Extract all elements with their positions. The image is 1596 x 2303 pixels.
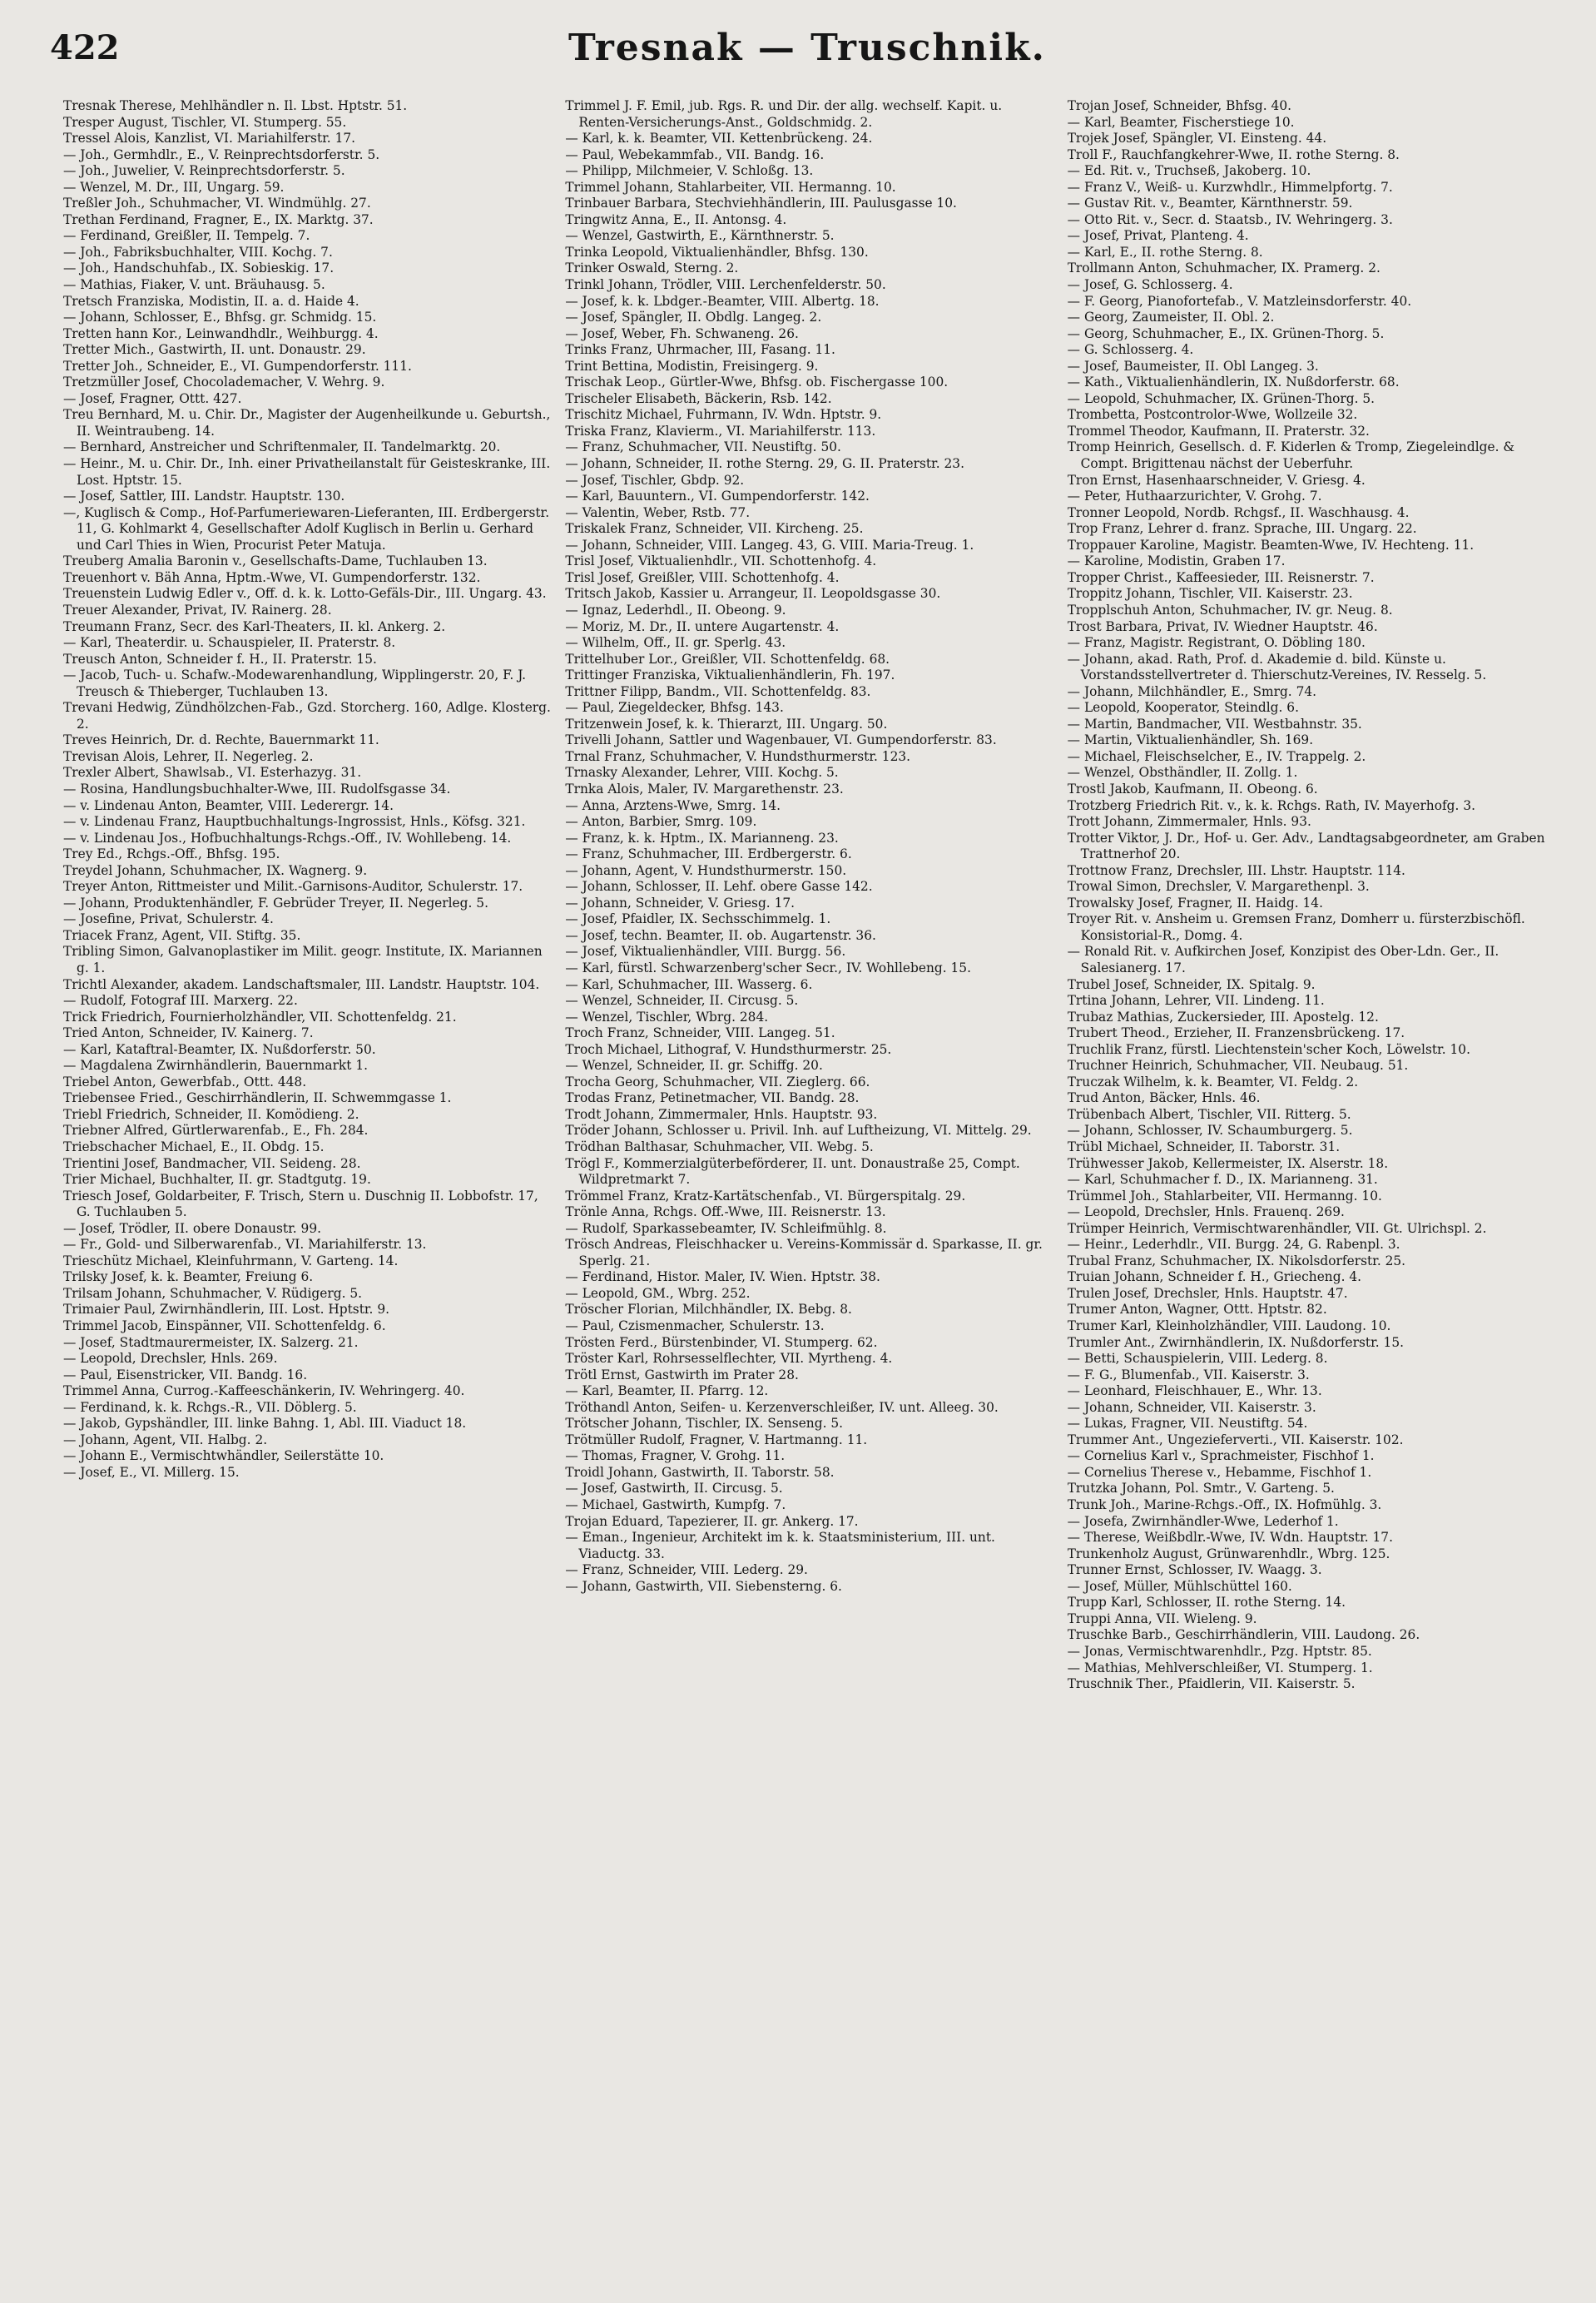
directory-entry: Tretten hann Kor., Leinwandhdlr., Weihburgg. 4. <box>63 325 379 341</box>
directory-entry: — Bernhard, Anstreicher und Schriftenmaler, II. Tandelmarktg. 20. <box>63 439 501 455</box>
directory-entry: — Wenzel, Schneider, II. gr. Schiffg. 20. <box>565 1058 823 1074</box>
directory-entry: Tretzmüller Josef, Chocolademacher, V. Wehrg. 9. <box>63 375 385 390</box>
directory-entry: — Thomas, Fragner, V. Grohg. 11. <box>565 1448 786 1464</box>
directory-entry: Trocha Georg, Schuhmacher, VII. Zieglerg. 66. <box>565 1074 870 1089</box>
directory-entry: Triebel Anton, Gewerbfab., Ottt. 448. <box>63 1074 307 1089</box>
directory-entry: — Ferdinand, Greißler, II. Tempelg. 7. <box>63 228 310 244</box>
directory-entry: — Paul, Eisenstricker, VII. Bandg. 16. <box>63 1367 308 1382</box>
directory-entry: — Johann, Schlosser, E., Bhfsg. gr. Schmidg. 15. <box>63 310 377 325</box>
directory-entry: Trögl F., Kommerzialgüterbeförderer, II. unt. Donaustraße 25, Compt. Wildpretmarkt 7. <box>565 1155 1020 1188</box>
directory-entry: Treuberg Amalia Baronin v., Gesellschafts-Dame, Tuchlauben 13. <box>63 553 488 569</box>
running-head: Tresnak — Truschnik. <box>568 27 1046 69</box>
directory-entry: — Paul, Webekammfab., VII. Bandg. 16. <box>565 146 825 162</box>
directory-entry: — Michael, Gastwirth, Kumpfg. 7. <box>565 1497 786 1513</box>
directory-entry: Trümper Heinrich, Vermischtwarenhändler, VII. Gt. Ulrichspl. 2. <box>1067 1220 1487 1236</box>
directory-entry: Trinka Leopold, Viktualienhändler, Bhfsg. 130. <box>565 244 869 260</box>
directory-entry: — Ed. Rit. v., Truchseß, Jakoberg. 10. <box>1067 163 1311 179</box>
directory-entry: Trübenbach Albert, Tischler, VII. Ritterg. 5. <box>1067 1106 1351 1122</box>
directory-entry: Trotter Viktor, J. Dr., Hof- u. Ger. Adv., Landtagsabgeordneter, am Graben Trattnerhof 20. <box>1067 830 1545 862</box>
directory-entry: Treydel Johann, Schuhmacher, IX. Wagnerg. 9. <box>63 862 368 878</box>
directory-entry: — Karl, Kataftral-Beamter, IX. Nußdorferstr. 50. <box>63 1041 376 1057</box>
directory-entry: Trödhan Balthasar, Schuhmacher, VII. Webg. 5. <box>565 1139 874 1154</box>
directory-entry: Troch Michael, Lithograf, V. Hundsthurmerstr. 25. <box>565 1041 892 1057</box>
directory-entry: Truian Johann, Schneider f. H., Griecheng. 4. <box>1067 1269 1362 1285</box>
directory-entry: — Johann, Agent, VII. Halbg. 2. <box>63 1432 268 1447</box>
directory-entry: Tromp Heinrich, Gesellsch. d. F. Kiderlen & Tromp, Ziegeleindlge. & Compt. Brigittenau nächst der Ueberfuhr. <box>1067 439 1515 472</box>
page-number: 422 <box>50 28 120 67</box>
directory-entry: Trodt Johann, Zimmermaler, Hnls. Hauptstr. 93. <box>565 1106 878 1122</box>
directory-entry: — Franz, Schuhmacher, VII. Neustiftg. 50. <box>565 439 841 455</box>
directory-entry: — Philipp, Milchmeier, V. Schloßg. 13. <box>565 163 814 179</box>
directory-entry: — Johann, Schneider, VII. Kaiserstr. 3. <box>1067 1399 1316 1415</box>
directory-entry: — Karl, Beamter, II. Pfarrg. 12. <box>565 1383 769 1399</box>
directory-entry: — Kath., Viktualienhändlerin, IX. Nußdorferstr. 68. <box>1067 375 1400 390</box>
directory-entry: Trojan Josef, Schneider, Bhfsg. 40. <box>1067 98 1292 113</box>
directory-entry: — Cornelius Karl v., Sprachmeister, Fischhof 1. <box>1067 1448 1375 1464</box>
directory-entry: — Fr., Gold- und Silberwarenfab., VI. Mariahilferstr. 13. <box>63 1237 427 1253</box>
directory-entry: — Josef, techn. Beamter, II. ob. Augartenstr. 36. <box>565 927 876 943</box>
directory-entry: — Josef, Tischler, Gbdp. 92. <box>565 472 745 488</box>
directory-entry: Treyer Anton, Rittmeister und Milit.-Garnisons-Auditor, Schulerstr. 17. <box>63 879 523 895</box>
directory-entry: Treves Heinrich, Dr. d. Rechte, Bauernmarkt 11. <box>63 732 379 748</box>
directory-entry: Trunkenholz August, Grünwarenhdlr., Wbrg. 125. <box>1067 1546 1390 1561</box>
directory-entry: Trösch Andreas, Fleischhacker u. Vereins-Kommissär d. Sparkasse, II. gr. Sperlg. 21. <box>565 1237 1043 1268</box>
directory-entry: — Josef, k. k. Lbdger.-Beamter, VIII. Albertg. 18. <box>565 293 880 309</box>
directory-entry: Triacek Franz, Agent, VII. Stiftg. 35. <box>63 927 301 943</box>
directory-entry: Truppi Anna, VII. Wieleng. 9. <box>1067 1611 1257 1626</box>
column-3 <box>1068 98 1558 2279</box>
directory-entry: — Cornelius Therese v., Hebamme, Fischhof 1. <box>1067 1464 1372 1480</box>
directory-entry: Troppitz Johann, Tischler, VII. Kaiserstr. 23. <box>1067 586 1353 602</box>
directory-entry: Trtina Johann, Lehrer, VII. Lindeng. 11. <box>1067 993 1325 1009</box>
directory-entry: Tröder Johann, Schlosser u. Privil. Inh. auf Luftheizung, VI. Mittelg. 29. <box>565 1123 1032 1139</box>
directory-entry: Treuenstein Ludwig Edler v., Off. d. k. k. Lotto-Gefäls-Dir., III. Ungarg. 43. <box>63 586 547 602</box>
directory-entry: Trud Anton, Bäcker, Hnls. 46. <box>1067 1090 1261 1106</box>
directory-entry: Tronner Leopold, Nordb. Rchgsf., II. Waschhausg. 4. <box>1067 504 1410 520</box>
directory-entry: — Johann, Milchhändler, E., Smrg. 74. <box>1067 683 1317 699</box>
directory-entry: Trnal Franz, Schuhmacher, V. Hundsthurmerstr. 123. <box>565 748 911 764</box>
directory-entry: — Wenzel, Schneider, II. Circusg. 5. <box>565 993 799 1009</box>
directory-entry: Troyer Rit. v. Ansheim u. Gremsen Franz, Domherr u. fürsterzbischöfl. Konsistorial-R., Domg. 4. <box>1067 911 1525 943</box>
directory-entry: — Josef, Spängler, II. Obdlg. Langeg. 2. <box>565 310 822 325</box>
directory-entry: — Franz, Schneider, VIII. Lederg. 29. <box>565 1562 808 1578</box>
directory-entry: Tröthandl Anton, Seifen- u. Kerzenverschleißer, IV. unt. Alleeg. 30. <box>565 1399 999 1415</box>
page-header <box>50 23 1564 90</box>
directory-entry: Trötscher Johann, Tischler, IX. Senseng. 5. <box>565 1416 844 1432</box>
directory-entry: Tröster Karl, Rohrsesselflechter, VII. Myrtheng. 4. <box>565 1351 893 1367</box>
directory-entry: Trojan Eduard, Tapezierer, II. gr. Ankerg. 17. <box>565 1513 859 1529</box>
directory-entry: Trubert Theod., Erzieher, II. Franzensbrückeng. 17. <box>1067 1025 1405 1041</box>
directory-entry: Trinbauer Barbara, Stechviehhändlerin, III. Paulusgasse 10. <box>565 196 957 211</box>
directory-entry: Triebensee Fried., Geschirrhändlerin, II. Schwemmgasse 1. <box>63 1090 452 1106</box>
directory-entry: — Leonhard, Fleischhauer, E., Whr. 13. <box>1067 1383 1322 1399</box>
directory-entry: — Josef, Pfaidler, IX. Sechsschimmelg. 1. <box>565 911 831 927</box>
directory-entry: — Josef, Stadtmaurermeister, IX. Salzerg. 21. <box>63 1334 359 1350</box>
directory-entry: — Gustav Rit. v., Beamter, Kärnthnerstr. 59. <box>1067 196 1353 211</box>
directory-entry: — Michael, Fleischselcher, E., IV. Trappelg. 2. <box>1067 748 1366 764</box>
directory-entry: Trimmel Anna, Currog.-Kaffeeschänkerin, IV. Wehringerg. 40. <box>63 1383 465 1399</box>
directory-entry: Trnasky Alexander, Lehrer, VIII. Kochg. 5. <box>565 765 839 781</box>
directory-entry: Trinks Franz, Uhrmacher, III, Fasang. 11. <box>565 342 835 358</box>
directory-entry: Trientini Josef, Bandmacher, VII. Seideng. 28. <box>63 1155 361 1171</box>
directory-entry: Trötmüller Rudolf, Fragner, V. Hartmanng. 11. <box>565 1432 868 1447</box>
directory-entry: Trott Johann, Zimmermaler, Hnls. 93. <box>1067 814 1311 830</box>
directory-entry: Truschnik Ther., Pfaidlerin, VII. Kaiserstr. 5. <box>1067 1676 1356 1692</box>
directory-entry: — Jakob, Gypshändler, III. linke Bahng. 1, Abl. III. Viaduct 18. <box>63 1416 467 1432</box>
directory-entry: — Josef, Privat, Planteng. 4. <box>1067 228 1249 244</box>
directory-entry: Trühwesser Jakob, Kellermeister, IX. Alserstr. 18. <box>1067 1155 1389 1171</box>
directory-entry: — Franz, Schuhmacher, III. Erdbergerstr. 6. <box>565 846 852 862</box>
directory-entry: — Johann, Schneider, II. rothe Sterng. 29, G. II. Praterstr. 23. <box>565 456 964 472</box>
directory-entry: Trittner Filipp, Bandm., VII. Schottenfeldg. 83. <box>565 683 871 699</box>
directory-entry: Trupp Karl, Schlosser, II. rothe Sterng. 14. <box>1067 1595 1346 1611</box>
directory-entry: Trick Friedrich, Fournierholzhändler, VII. Schottenfeldg. 21. <box>63 1009 457 1025</box>
column-2 <box>565 98 1055 2279</box>
directory-entry: Tresnak Therese, Mehlhändler n. Il. Lbst. Hptstr. 51. <box>63 98 408 113</box>
directory-entry: Trowal Simon, Drechsler, V. Margarethenpl. 3. <box>1067 879 1370 895</box>
directory-entry: Troch Franz, Schneider, VIII. Langeg. 51. <box>565 1025 835 1041</box>
directory-entry: Trilsam Johann, Schuhmacher, V. Rüdigerg. 5. <box>63 1285 363 1301</box>
directory-entry: Trint Bettina, Modistin, Freisingerg. 9. <box>565 358 819 374</box>
directory-entry: Trulen Josef, Drechsler, Hnls. Hauptstr. 47. <box>1067 1285 1348 1301</box>
directory-entry: Tron Ernst, Hasenhaarschneider, V. Griesg. 4. <box>1067 472 1366 488</box>
directory-entry: — v. Lindenau Jos., Hofbuchhaltungs-Rchgs.-Off., IV. Wohllebeng. 14. <box>63 830 512 846</box>
directory-entry: Trimmel Johann, Stahlarbeiter, VII. Hermanng. 10. <box>565 179 896 195</box>
directory-entry: Tropper Christ., Kaffeesieder, III. Reisnerstr. 7. <box>1067 569 1375 585</box>
directory-entry: — Josef, Sattler, III. Landstr. Hauptstr. 130. <box>63 489 345 504</box>
directory-entry: — Otto Rit. v., Secr. d. Staatsb., IV. Wehringerg. 3. <box>1067 211 1393 227</box>
directory-entry: Tritzenwein Josef, k. k. Thierarzt, III. Ungarg. 50. <box>565 716 888 732</box>
directory-entry: — Ferdinand, k. k. Rchgs.-R., VII. Döblerg. 5. <box>63 1399 357 1415</box>
directory-entry: — Rudolf, Sparkassebeamter, IV. Schleifmühlg. 8. <box>565 1220 887 1236</box>
directory-entry: Trojek Josef, Spängler, VI. Einsteng. 44. <box>1067 131 1327 146</box>
directory-entry: — Johann, Schlosser, II. Lehf. obere Gasse 142. <box>565 879 873 895</box>
directory-entry: Trottnow Franz, Drechsler, III. Lhstr. Hauptstr. 114. <box>1067 862 1405 878</box>
directory-entry: — Josef, Baumeister, II. Obl Langeg. 3. <box>1067 358 1319 374</box>
directory-entry: Tresper August, Tischler, VI. Stumperg. 55. <box>63 114 347 130</box>
directory-entry: — Joh., Juwelier, V. Reinprechtsdorferstr. 5. <box>63 163 345 179</box>
directory-entry: Trittelhuber Lor., Greißler, VII. Schottenfeldg. 68. <box>565 651 890 667</box>
directory-entry: Trollmann Anton, Schuhmacher, IX. Pramerg. 2. <box>1067 261 1380 276</box>
directory-entry: Trethan Ferdinand, Fragner, E., IX. Marktg. 37. <box>63 211 374 227</box>
directory-entry: — Wenzel, M. Dr., III, Ungarg. 59. <box>63 179 285 195</box>
directory-entry: Tropplschuh Anton, Schuhmacher, IV. gr. Neug. 8. <box>1067 602 1393 618</box>
directory-entry: — Paul, Czismenmacher, Schulerstr. 13. <box>565 1318 825 1334</box>
directory-entry: — Wilhelm, Off., II. gr. Sperlg. 43. <box>565 635 786 651</box>
directory-entry: Troidl Johann, Gastwirth, II. Taborstr. 58. <box>565 1464 835 1480</box>
directory-entry: Triebner Alfred, Gürtlerwarenfab., E., Fh. 284. <box>63 1123 369 1139</box>
directory-entry: Trop Franz, Lehrer d. franz. Sprache, III. Ungarg. 22. <box>1067 521 1417 537</box>
directory-entry: — Franz, Magistr. Registrant, O. Döbling 180. <box>1067 635 1366 651</box>
directory-entry: — Karl, Schuhmacher f. D., IX. Marianneng. 31. <box>1067 1172 1378 1188</box>
directory-columns <box>63 98 1558 2279</box>
directory-entry: — Valentin, Weber, Rstb. 77. <box>565 504 751 520</box>
directory-entry: Trier Michael, Buchhalter, II. gr. Stadtgutg. 19. <box>63 1172 371 1188</box>
directory-entry: — Johann, Schneider, VIII. Langeg. 43, G. VIII. Maria-Treug. 1. <box>565 537 974 553</box>
directory-entry: Trilsky Josef, k. k. Beamter, Freiung 6. <box>63 1269 314 1285</box>
column-1 <box>63 98 553 2279</box>
directory-entry: — Josefa, Zwirnhändler-Wwe, Lederhof 1. <box>1067 1513 1339 1529</box>
directory-entry: — Therese, Weißbdlr.-Wwe, IV. Wdn. Hauptstr. 17. <box>1067 1530 1393 1546</box>
directory-entry: Trisl Josef, Greißler, VIII. Schottenhofg. 4. <box>565 569 840 585</box>
directory-entry: — Johann E., Vermischtwhändler, Seilerstätte 10. <box>63 1448 384 1464</box>
directory-entry: — Jonas, Vermischtwarenhdlr., Pzg. Hptstr. 85. <box>1067 1643 1372 1659</box>
directory-entry: Trnka Alois, Maler, IV. Margarethenstr. 23. <box>565 781 844 797</box>
directory-entry: — Martin, Bandmacher, VII. Westbahnstr. 35. <box>1067 716 1362 732</box>
directory-entry: Troll F., Rauchfangkehrer-Wwe, II. rothe Sterng. 8. <box>1067 146 1400 162</box>
directory-entry: Trostl Jakob, Kaufmann, II. Obeong. 6. <box>1067 781 1318 797</box>
directory-entry: Trösten Ferd., Bürstenbinder, VI. Stumperg. 62. <box>565 1334 878 1350</box>
directory-entry: — Mathias, Mehlverschleißer, VI. Stumperg. 1. <box>1067 1660 1373 1675</box>
directory-entry: — Josef, E., VI. Millerg. 15. <box>63 1464 240 1480</box>
directory-entry: — Heinr., Lederhdlr., VII. Burgg. 24, G. Rabenpl. 3. <box>1067 1237 1400 1253</box>
directory-entry: — Karl, k. k. Beamter, VII. Kettenbrückeng. 24. <box>565 131 873 146</box>
directory-entry: Trey Ed., Rchgs.-Off., Bhfsg. 195. <box>63 846 280 862</box>
directory-entry: — Anna, Arztens-Wwe, Smrg. 14. <box>565 797 781 813</box>
directory-entry: Trimmel Jacob, Einspänner, VII. Schottenfeldg. 6. <box>63 1318 386 1334</box>
directory-entry: Trummer Ant., Ungezieferverti., VII. Kaiserstr. 102. <box>1067 1432 1404 1447</box>
directory-entry: — Ignaz, Lederhdl., II. Obeong. 9. <box>565 602 786 618</box>
directory-entry: Tried Anton, Schneider, IV. Kainerg. 7. <box>63 1025 314 1041</box>
directory-entry: — Karoline, Modistin, Graben 17. <box>1067 553 1286 569</box>
directory-entry: Trümmel Joh., Stahlarbeiter, VII. Hermanng. 10. <box>1067 1188 1382 1204</box>
directory-entry: — Betti, Schauspielerin, VIII. Lederg. 8. <box>1067 1351 1328 1367</box>
directory-entry: Truchner Heinrich, Schuhmacher, VII. Neubaug. 51. <box>1067 1058 1409 1074</box>
directory-entry: — v. Lindenau Anton, Beamter, VIII. Lederergr. 14. <box>63 797 394 813</box>
directory-entry: Trischeler Elisabeth, Bäckerin, Rsb. 142. <box>565 390 832 406</box>
directory-entry: Trodas Franz, Petinetmacher, VII. Bandg. 28. <box>565 1090 860 1106</box>
directory-entry: — F. Georg, Pianofortefab., V. Matzleinsdorferstr. 40. <box>1067 293 1412 309</box>
directory-entry: Truczak Wilhelm, k. k. Beamter, VI. Feldg. 2. <box>1067 1074 1359 1089</box>
directory-entry: Trivelli Johann, Sattler und Wagenbauer, VI. Gumpendorferstr. 83. <box>565 732 997 748</box>
directory-entry: — Georg, Zaumeister, II. Obl. 2. <box>1067 310 1275 325</box>
directory-entry: Trost Barbara, Privat, IV. Wiedner Hauptstr. 46. <box>1067 618 1378 634</box>
directory-entry: — Karl, E., II. rothe Sterng. 8. <box>1067 244 1263 260</box>
directory-entry: — Josef, Fragner, Ottt. 427. <box>63 390 242 406</box>
directory-entry: Trexler Albert, Shawlsab., VI. Esterhazyg. 31. <box>63 765 362 781</box>
directory-entry: Treuenhort v. Bäh Anna, Hptm.-Wwe, VI. Gumpendorferstr. 132. <box>63 569 481 585</box>
directory-entry: Tröscher Florian, Milchhändler, IX. Bebg. 8. <box>565 1302 852 1318</box>
directory-entry: — Rosina, Handlungsbuchhalter-Wwe, III. Rudolfsgasse 34. <box>63 781 451 797</box>
directory-entry: — Franz, k. k. Hptm., IX. Marianneng. 23. <box>565 830 839 846</box>
directory-entry: — Rudolf, Fotograf III. Marxerg. 22. <box>63 993 298 1009</box>
directory-entry: Tressel Alois, Kanzlist, VI. Mariahilferstr. 17. <box>63 131 356 146</box>
directory-entry: — Josefine, Privat, Schulerstr. 4. <box>63 911 274 927</box>
directory-entry: Trischak Leop., Gürtler-Wwe, Bhfsg. ob. Fischergasse 100. <box>565 375 949 390</box>
directory-entry: — Lukas, Fragner, VII. Neustiftg. 54. <box>1067 1416 1308 1432</box>
directory-entry: Trischitz Michael, Fuhrmann, IV. Wdn. Hptstr. 9. <box>565 407 882 423</box>
directory-entry: Trevisan Alois, Lehrer, II. Negerleg. 2. <box>63 748 314 764</box>
directory-entry: — Leopold, GM., Wbrg. 252. <box>565 1285 751 1301</box>
directory-entry: Triska Franz, Klavierm., VI. Mariahilferstr. 113. <box>565 423 876 439</box>
directory-entry: — Karl, Schuhmacher, III. Wasserg. 6. <box>565 976 813 992</box>
directory-entry: Treumann Franz, Secr. des Karl-Theaters, II. kl. Ankerg. 2. <box>63 618 446 634</box>
directory-entry: Trichtl Alexander, akadem. Landschaftsmaler, III. Landstr. Hauptstr. 104. <box>63 976 540 992</box>
directory-entry: Troppauer Karoline, Magistr. Beamten-Wwe, IV. Hechteng. 11. <box>1067 537 1475 553</box>
directory-entry: Trubel Josef, Schneider, IX. Spitalg. 9. <box>1067 976 1316 992</box>
directory-entry: Trimaier Paul, Zwirnhändlerin, III. Lost. Hptstr. 9. <box>63 1302 390 1318</box>
directory-entry: Treu Bernhard, M. u. Chir. Dr., Magister der Augenheilkunde u. Geburtsh., II. Weintraubeng. 14. <box>63 407 551 439</box>
directory-entry: — Johann, Produktenhändler, F. Gebrüder Treyer, II. Negerleg. 5. <box>63 895 488 911</box>
directory-entry: Tretsch Franziska, Modistin, II. a. d. Haide 4. <box>63 293 359 309</box>
directory-entry: — F. G., Blumenfab., VII. Kaiserstr. 3. <box>1067 1367 1310 1382</box>
directory-entry: — Karl, fürstl. Schwarzenberg'scher Secr., IV. Wohllebeng. 15. <box>565 960 971 975</box>
directory-entry: Trommel Theodor, Kaufmann, II. Praterstr. 32. <box>1067 423 1370 439</box>
directory-entry: Triesch Josef, Goldarbeiter, F. Trisch, Stern u. Duschnig II. Lobbofstr. 17, G. Tuchlauben 5. <box>63 1188 538 1220</box>
directory-entry: Trowalsky Josef, Fragner, II. Haidg. 14. <box>1067 895 1323 911</box>
directory-entry: — Josef, Weber, Fh. Schwaneng. 26. <box>565 325 799 341</box>
directory-entry: Trinker Oswald, Sterng. 2. <box>565 261 739 276</box>
directory-entry: Trömmel Franz, Kratz-Kartätschenfab., VI. Bürgerspitalg. 29. <box>565 1188 966 1204</box>
directory-entry: Truschke Barb., Geschirrhändlerin, VIII. Laudong. 26. <box>1067 1627 1420 1643</box>
directory-entry: — Leopold, Kooperator, Steindlg. 6. <box>1067 700 1299 716</box>
directory-entry: — Wenzel, Obsthändler, II. Zollg. 1. <box>1067 765 1298 781</box>
directory-entry: — Josef, Müller, Mühlschüttel 160. <box>1067 1578 1292 1594</box>
directory-entry: — Karl, Beamter, Fischerstiege 10. <box>1067 114 1295 130</box>
directory-entry: — Karl, Theaterdir. u. Schauspieler, II. Praterstr. 8. <box>63 635 396 651</box>
directory-entry: — v. Lindenau Franz, Hauptbuchhaltungs-Ingrossist, Hnls., Köfsg. 321. <box>63 814 526 830</box>
directory-entry: Trunner Ernst, Schlosser, IV. Waagg. 3. <box>1067 1562 1322 1578</box>
directory-entry: — Johann, Agent, V. Hundsthurmerstr. 150. <box>565 862 847 878</box>
directory-entry: —, Kuglisch & Comp., Hof-Parfumeriewaren-Lieferanten, III. Erdbergerstr. 11, G. Kohlmarkt 4, Gesellschafter Adolf Kuglisch in Berlin u. Gerhard und Carl Thies in Wien, Procurist Peter Matuja. <box>63 504 550 553</box>
directory-entry: Trittinger Franziska, Viktualienhändlerin, Fh. 197. <box>565 668 895 683</box>
directory-entry: Treuer Alexander, Privat, IV. Rainerg. 28. <box>63 602 332 618</box>
directory-entry: Tringwitz Anna, E., II. Antonsg. 4. <box>565 211 787 227</box>
directory-entry: — Mathias, Fiaker, V. unt. Bräuhausg. 5. <box>63 277 325 293</box>
directory-entry: Trübl Michael, Schneider, II. Taborstr. 31. <box>1067 1139 1341 1154</box>
directory-entry: — G. Schlosserg. 4. <box>1067 342 1194 358</box>
directory-entry: — Josef, Viktualienhändler, VIII. Burgg. 56. <box>565 944 846 960</box>
directory-entry: Triebl Friedrich, Schneider, II. Komödieng. 2. <box>63 1106 359 1122</box>
directory-entry: — Peter, Huthaarzurichter, V. Grohg. 7. <box>1067 489 1322 504</box>
directory-entry: — Johann, Schlosser, IV. Schaumburgerg. 5. <box>1067 1123 1353 1139</box>
directory-entry: Trinkl Johann, Trödler, VIII. Lerchenfelderstr. 50. <box>565 277 886 293</box>
directory-entry: Trubal Franz, Schuhmacher, IX. Nikolsdorferstr. 25. <box>1067 1253 1406 1268</box>
directory-entry: — Joh., Fabriksbuchhalter, VIII. Kochg. 7. <box>63 244 333 260</box>
directory-entry: Trumer Karl, Kleinholzhändler, VIII. Laudong. 10. <box>1067 1318 1391 1334</box>
directory-entry: Trumler Ant., Zwirnhändlerin, IX. Nußdorferstr. 15. <box>1067 1334 1404 1350</box>
directory-entry: Trisl Josef, Viktualienhdlr., VII. Schottenhofg. 4. <box>565 553 877 569</box>
directory-entry: — Joh., Germhdlr., E., V. Reinprechtsdorferstr. 5. <box>63 146 380 162</box>
directory-entry: Truchlik Franz, fürstl. Liechtenstein'scher Koch, Löwelstr. 10. <box>1067 1041 1470 1057</box>
directory-entry: Trutzka Johann, Pol. Smtr., V. Garteng. 5. <box>1067 1481 1335 1496</box>
directory-entry: Tribling Simon, Galvanoplastiker im Milit. geogr. Institute, IX. Mariannen g. 1. <box>63 944 543 975</box>
directory-entry: — Johann, Schneider, V. Griesg. 17. <box>565 895 796 911</box>
directory-entry: Trieschütz Michael, Kleinfuhrmann, V. Garteng. 14. <box>63 1253 399 1268</box>
directory-entry: — Ronald Rit. v. Aufkirchen Josef, Konzipist des Ober-Ldn. Ger., II. Salesianerg. 17. <box>1067 944 1499 975</box>
directory-entry: — Franz V., Weiß- u. Kurzwhdlr., Himmelpfortg. 7. <box>1067 179 1393 195</box>
directory-entry: — Joh., Handschuhfab., IX. Sobieskig. 17. <box>63 261 335 276</box>
directory-entry: — Josef, Gastwirth, II. Circusg. 5. <box>565 1481 783 1496</box>
directory-entry: Trotzberg Friedrich Rit. v., k. k. Rchgs. Rath, IV. Mayerhofg. 3. <box>1067 797 1475 813</box>
directory-entry: Trombetta, Postcontrolor-Wwe, Wollzeile 32. <box>1067 407 1358 423</box>
directory-entry: Treusch Anton, Schneider f. H., II. Praterstr. 15. <box>63 651 377 667</box>
directory-entry: — Georg, Schuhmacher, E., IX. Grünen-Thorg. 5. <box>1067 325 1385 341</box>
directory-entry: Trubaz Mathias, Zuckersieder, III. Apostelg. 12. <box>1067 1009 1379 1025</box>
directory-entry: Triebschacher Michael, E., II. Obdg. 15. <box>63 1139 325 1154</box>
directory-entry: — Leopold, Drechsler, Hnls. 269. <box>63 1351 278 1367</box>
directory-entry: — Josef, Trödler, II. obere Donaustr. 99. <box>63 1220 322 1236</box>
directory-entry: — Johann, akad. Rath, Prof. d. Akademie d. bild. Künste u. Vorstandsstellvertreter d. Thierschutz-Vereines, IV. Resselg. 5. <box>1067 651 1487 683</box>
directory-entry: — Johann, Gastwirth, VII. Siebensterng. 6. <box>565 1578 842 1594</box>
directory-entry: — Leopold, Drechsler, Hnls. Frauenq. 269. <box>1067 1204 1345 1220</box>
directory-entry: Treßler Joh., Schuhmacher, VI. Windmühlg. 27. <box>63 196 371 211</box>
directory-entry: — Wenzel, Tischler, Wbrg. 284. <box>565 1009 769 1025</box>
directory-entry: — Eman., Ingenieur, Architekt im k. k. Staatsministerium, III. unt. Viaductg. 33. <box>565 1530 995 1561</box>
directory-entry: Trunk Joh., Marine-Rchgs.-Off., IX. Hofmühlg. 3. <box>1067 1497 1382 1513</box>
directory-entry: — Leopold, Schuhmacher, IX. Grünen-Thorg. 5. <box>1067 390 1375 406</box>
directory-entry: Trumer Anton, Wagner, Ottt. Hptstr. 82. <box>1067 1302 1327 1318</box>
directory-entry: Trevani Hedwig, Zündhölzchen-Fab., Gzd. Storcherg. 160, Adlge. Klosterg. 2. <box>63 700 551 732</box>
directory-entry: — Moriz, M. Dr., II. untere Augartenstr. 4. <box>565 618 840 634</box>
directory-entry: — Magdalena Zwirnhändlerin, Bauernmarkt 1. <box>63 1058 369 1074</box>
directory-entry: — Martin, Viktualienhändler, Sh. 169. <box>1067 732 1314 748</box>
directory-entry: — Karl, Bauuntern., VI. Gumpendorferstr. 142. <box>565 489 870 504</box>
directory-entry: Trimmel J. F. Emil, jub. Rgs. R. und Dir. der allg. wechself. Kapit. u. Renten-Versicherungs-Anst., Goldschmidg. 2. <box>565 98 1003 130</box>
directory-entry: Trönle Anna, Rchgs. Off.-Wwe, III. Reisnerstr. 13. <box>565 1204 886 1220</box>
directory-entry: — Ferdinand, Histor. Maler, IV. Wien. Hptstr. 38. <box>565 1269 880 1285</box>
directory-entry: Tretter Mich., Gastwirth, II. unt. Donaustr. 29. <box>63 342 366 358</box>
directory-entry: — Josef, G. Schlosserg. 4. <box>1067 277 1233 293</box>
directory-entry: — Anton, Barbier, Smrg. 109. <box>565 814 757 830</box>
directory-entry: Trötl Ernst, Gastwirth im Prater 28. <box>565 1367 799 1382</box>
directory-entry: Triskalek Franz, Schneider, VII. Kircheng. 25. <box>565 521 864 537</box>
directory-entry: — Heinr., M. u. Chir. Dr., Inh. einer Privatheilanstalt für Geisteskranke, III. Lost. Hptstr. 15. <box>63 456 551 488</box>
directory-entry: Tritsch Jakob, Kassier u. Arrangeur, II. Leopoldsgasse 30. <box>565 586 941 602</box>
directory-entry: — Wenzel, Gastwirth, E., Kärnthnerstr. 5. <box>565 228 835 244</box>
directory-entry: — Paul, Ziegeldecker, Bhfsg. 143. <box>565 700 784 716</box>
directory-entry: Tretter Joh., Schneider, E., VI. Gumpendorferstr. 111. <box>63 358 412 374</box>
directory-entry: — Jacob, Tuch- u. Schafw.-Modewarenhandlung, Wipplingerstr. 20, F. J. Treusch & Thieberger, Tuchlauben 13. <box>63 668 527 699</box>
